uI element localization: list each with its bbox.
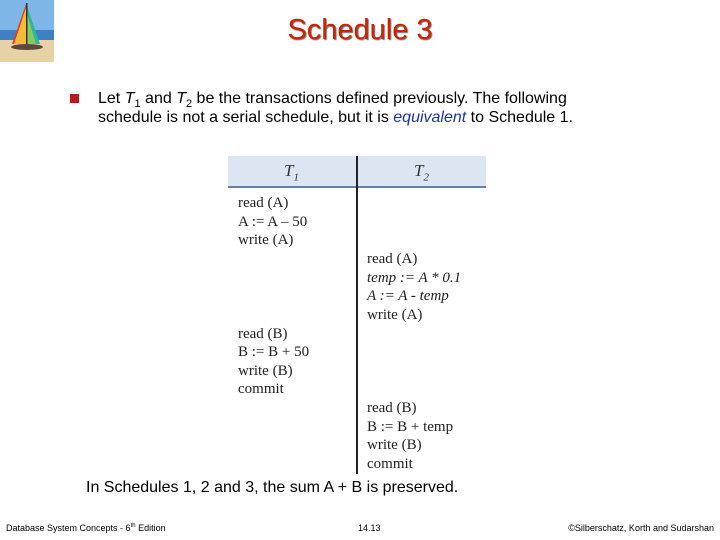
square-bullet-icon — [70, 94, 79, 103]
bullet-paragraph — [70, 89, 630, 127]
header-t1: $T_1$ — [284, 161, 299, 184]
summary-note: In Schedules 1, 2 and 3, the sum A + B is preserved. — [86, 479, 459, 496]
t2-op: commit — [367, 456, 413, 472]
bullet-text: Let $T_1$ and $T_2$ be the transactions defined previously. The following schedule is not a serial schedule, but it is equivalent to Schedule 1. — [98, 90, 573, 126]
footer-page-number: 14.13 — [358, 523, 381, 533]
t1-op: write (B) — [238, 363, 293, 379]
t2-op: temp := A * 0.1 — [367, 270, 462, 286]
footer-book-title: Database System Concepts - 6th Edition — [6, 523, 166, 533]
t2-op: B := B + temp — [367, 419, 454, 435]
t1-op: read (B) — [238, 326, 288, 342]
slide-title: Schedule 3 — [287, 14, 433, 46]
t1-op: read (A) — [238, 195, 289, 211]
t2-op: A := A - temp — [367, 288, 449, 304]
t2-op: write (A) — [367, 307, 423, 323]
footer-copyright: ©Silberschatz, Korth and Sudarshan — [568, 523, 714, 533]
t1-op: write (A) — [238, 232, 294, 248]
t2-op: write (B) — [367, 437, 422, 453]
t1-op: commit — [238, 381, 284, 397]
schedule-table — [228, 156, 486, 474]
t1-op: B := B + 50 — [238, 344, 310, 360]
column-divider — [356, 156, 358, 474]
emphasis-equivalent: equivalent — [393, 109, 467, 126]
t2-op: read (B) — [367, 400, 417, 416]
t1-op: A := A – 50 — [238, 214, 308, 230]
t2-op: read (A) — [367, 251, 418, 267]
header-t2: $T_2$ — [414, 161, 429, 184]
